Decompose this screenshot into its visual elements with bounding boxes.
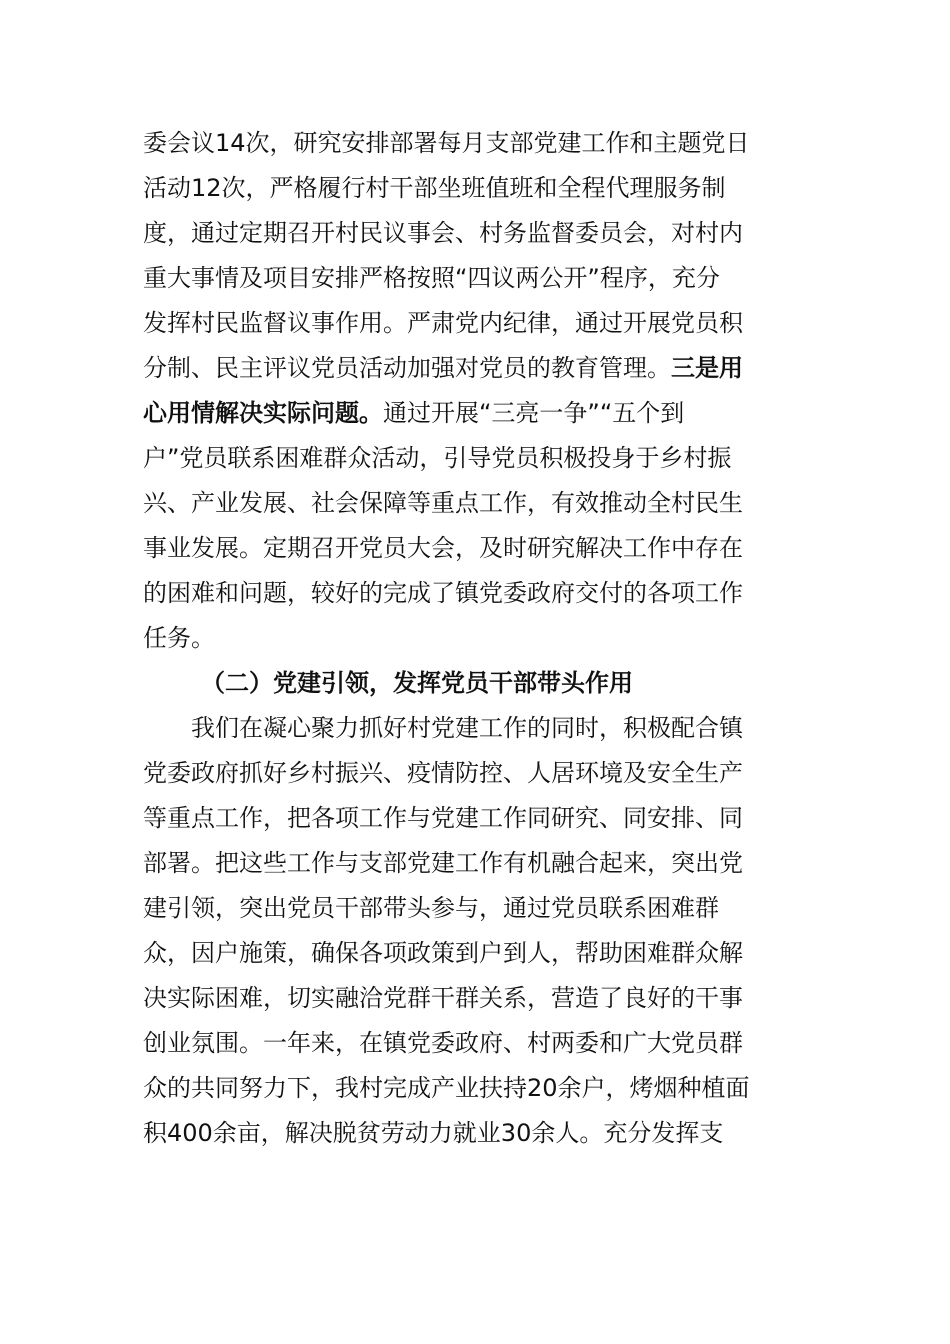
paragraph-line: 部署。把这些工作与支部党建工作有机融合起来，突出党 — [143, 849, 743, 877]
document-body — [143, 121, 808, 1156]
paragraph-line: 户”党员联系困难群众活动，引导党员积极投身于乡村振 — [143, 444, 732, 472]
bold-subheading: 心用情解决实际问题。 — [143, 399, 383, 427]
paragraph-line: 众，因户施策，确保各项政策到户到人，帮助困难群众解 — [143, 939, 743, 967]
section-heading: （二）党建引领，发挥党员干部带头作用 — [201, 669, 633, 697]
paragraph-line: 委会议14次，研究安排部署每月支部党建工作和主题党日 — [143, 129, 750, 157]
paragraph-line — [143, 391, 808, 436]
paragraph-line: 发挥村民监督议事作用。严肃党内纪律，通过开展党员积 — [143, 309, 743, 337]
paragraph-line: 积400余亩，解决脱贫劳动力就业30余人。充分发挥支 — [143, 1119, 724, 1147]
paragraph-line — [143, 346, 808, 391]
paragraph-line: 决实际困难，切实融洽党群干群关系，营造了良好的干事 — [143, 984, 743, 1012]
bold-subheading: 三是用 — [671, 354, 743, 382]
paragraph-text: 分制、民主评议党员活动加强对党员的教育管理。 — [143, 354, 671, 382]
paragraph-line: 事业发展。定期召开党员大会，及时研究解决工作中存在 — [143, 534, 743, 562]
paragraph-text: 通过开展“三亮一争”“五个到 — [383, 399, 685, 427]
paragraph-line: 党委政府抓好乡村振兴、疫情防控、人居环境及安全生产 — [143, 759, 743, 787]
paragraph-line: 活动12次，严格履行村干部坐班值班和全程代理服务制 — [143, 174, 726, 202]
paragraph-line: 任务。 — [143, 624, 215, 652]
paragraph-line: 创业氛围。一年来，在镇党委政府、村两委和广大党员群 — [143, 1029, 743, 1057]
paragraph-line: 我们在凝心聚力抓好村党建工作的同时，积极配合镇 — [191, 714, 743, 742]
paragraph-line: 众的共同努力下，我村完成产业扶持20余户，烤烟种植面 — [143, 1074, 750, 1102]
paragraph-line: 度，通过定期召开村民议事会、村务监督委员会，对村内 — [143, 219, 743, 247]
paragraph-line: 建引领，突出党员干部带头参与，通过党员联系困难群 — [143, 894, 719, 922]
paragraph-line: 重大事情及项目安排严格按照“四议两公开”程序，充分 — [143, 264, 720, 292]
paragraph-line: 的困难和问题，较好的完成了镇党委政府交付的各项工作 — [143, 579, 743, 607]
paragraph-line: 等重点工作，把各项工作与党建工作同研究、同安排、同 — [143, 804, 743, 832]
paragraph-line: 兴、产业发展、社会保障等重点工作，有效推动全村民生 — [143, 489, 743, 517]
